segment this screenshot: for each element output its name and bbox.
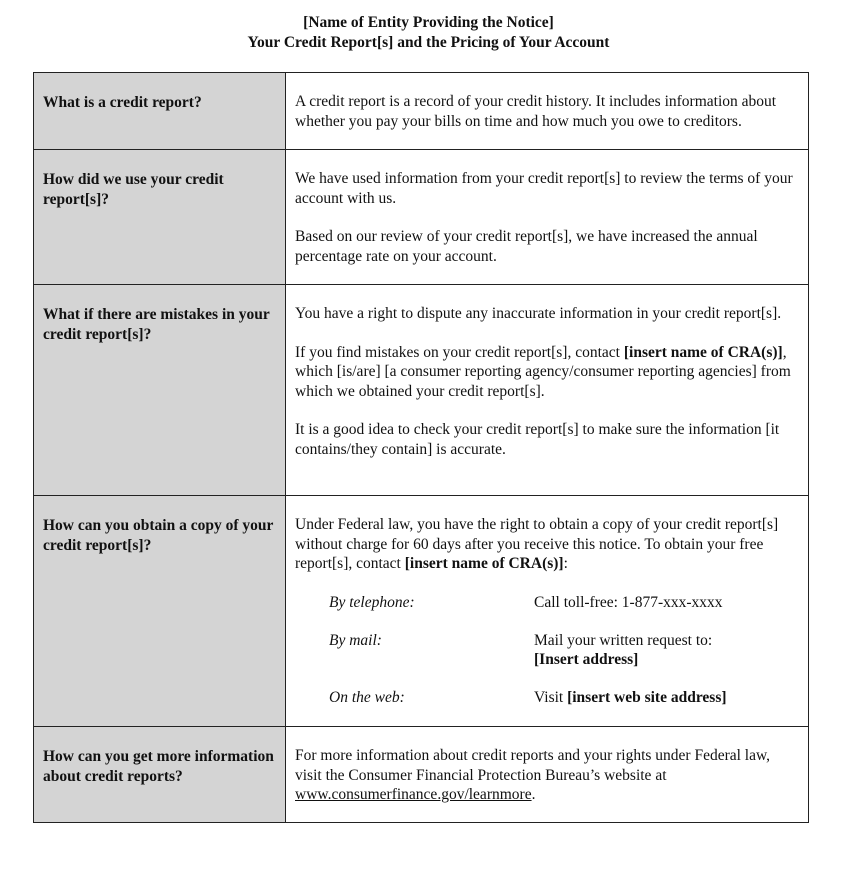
notice-table <box>33 72 809 823</box>
contact-label-web: On the web: <box>329 688 405 706</box>
question-cell: What if there are mistakes in your credit report[s]? <box>34 285 286 496</box>
answer-cell <box>286 727 809 823</box>
answer-paragraph: You have a right to dispute any inaccurate information in your credit report[s]. <box>295 305 782 322</box>
table-row <box>34 727 809 823</box>
question-cell: What is a credit report? <box>34 73 286 150</box>
contact-value-mail <box>534 631 712 670</box>
cra-placeholder: [insert name of CRA(s)] <box>623 343 783 361</box>
answer-paragraph <box>295 515 798 574</box>
cfpb-link[interactable]: www.consumerfinance.gov/learnmore <box>295 786 532 803</box>
contact-label-mail: By mail: <box>329 631 382 649</box>
answer-cell <box>286 73 809 150</box>
table-row <box>34 285 809 496</box>
text-segment: : <box>563 555 568 572</box>
table-row <box>34 496 809 727</box>
contact-label-telephone: By telephone: <box>329 593 415 611</box>
text-segment: Visit <box>534 688 568 706</box>
question-cell: How can you obtain a copy of your credit report[s]? <box>34 496 286 727</box>
entity-name: [Name of Entity Providing the Notice] <box>303 14 554 31</box>
answer-paragraph: A credit report is a record of your credit history. It includes information about whether you pay your bills on time and how much you owe to creditors. <box>295 93 777 130</box>
question-cell: How can you get more information about credit reports? <box>34 727 286 823</box>
answer-paragraph: It is a good idea to check your credit report[s] to make sure the information [it contains/they contain] is accurate. <box>295 421 780 458</box>
contact-value-telephone: Call toll-free: 1-877-xxx-xxxx <box>534 593 723 611</box>
answer-paragraph: We have used information from your credit report[s] to review the terms of your account with us. <box>295 170 793 207</box>
contact-value-web <box>534 688 727 708</box>
web-address-placeholder: [insert web site address] <box>567 688 727 706</box>
address-placeholder: [Insert address] <box>534 651 639 668</box>
question-cell: How did we use your credit report[s]? <box>34 150 286 285</box>
answer-paragraph <box>295 746 798 805</box>
mail-instruction: Mail your written request to: <box>534 631 713 649</box>
text-segment: For more information about credit reports and your rights under Federal law, visit the Consumer Financial Protection Bureau’s website at <box>295 747 771 784</box>
answer-cell <box>286 496 809 727</box>
text-segment: , which [is/are] [a consumer reporting agency/consumer reporting agencies] from which we obtained your credit report[s]. <box>295 343 791 400</box>
notice-header <box>0 13 857 53</box>
answer-paragraph: Based on our review of your credit report[s], we have increased the annual percentage rate on your account. <box>295 228 758 265</box>
text-segment: Under Federal law, you have the right to obtain a copy of your credit report[s] without charge for 60 days after you receive this notice. To obtain your free report[s], contact <box>295 516 779 572</box>
notice-title: Your Credit Report[s] and the Pricing of Your Account <box>247 34 610 51</box>
table-row <box>34 150 809 285</box>
cra-placeholder: [insert name of CRA(s)] <box>404 555 564 572</box>
table-row <box>34 73 809 150</box>
text-segment: . <box>531 786 536 803</box>
answer-paragraph <box>295 343 798 402</box>
text-segment: If you find mistakes on your credit report[s], contact <box>295 343 624 361</box>
answer-cell <box>286 285 809 496</box>
answer-cell <box>286 150 809 285</box>
contact-methods <box>295 593 798 718</box>
